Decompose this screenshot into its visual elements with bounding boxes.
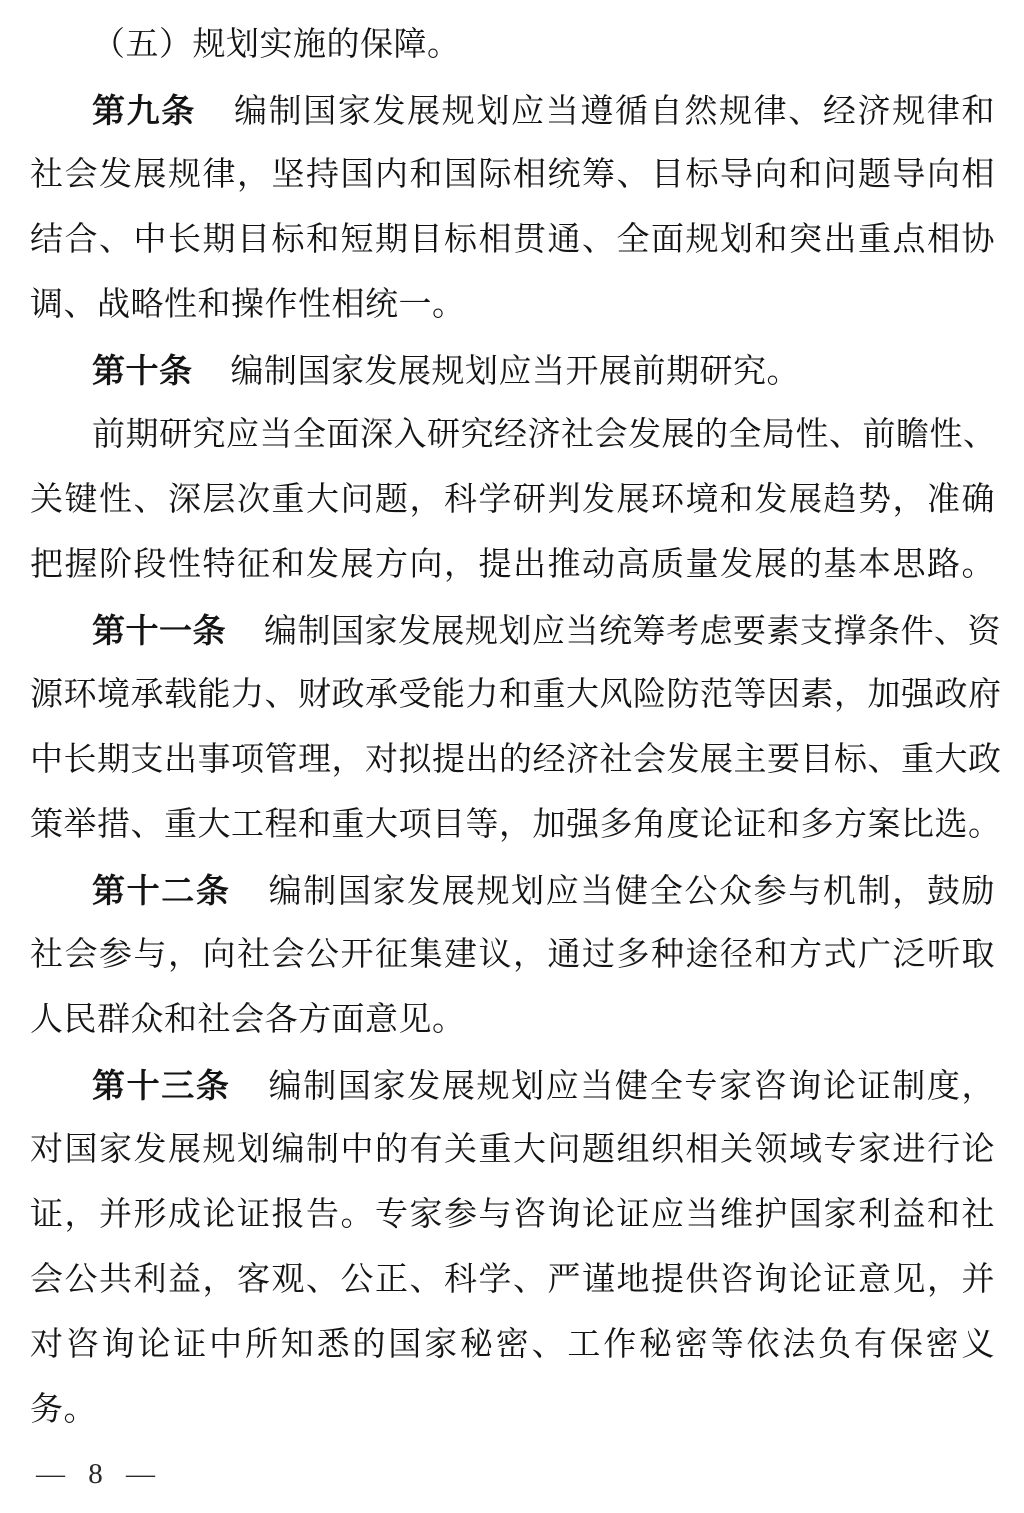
page-number: — 8 — [36,1458,156,1490]
text-line: （五）规划实施的保障。 [92,27,461,63]
text-line: 证，并形成论证报告。专家参与咨询论证应当维护国家利益和社 [30,1197,995,1233]
article-number: 第十二条 [92,872,231,909]
text-line: 中长期支出事项管理，对拟提出的经济社会发展主要目标、重大政 [30,742,1002,778]
line-text: 编制国家发展规划应当统筹考虑要素支撑条件、资 [264,614,1001,650]
text-line: 结合、中长期目标和短期目标相贯通、全面规划和突出重点相协 [30,222,995,258]
line-text: 编制国家发展规划应当健全专家咨询论证制度， [268,1069,996,1105]
text-line: 前期研究应当全面深入研究经济社会发展的全局性、前瞻性、 [92,417,997,453]
text-line: 人民群众和社会各方面意见。 [30,1002,466,1038]
text-line [30,338,995,403]
article-number: 第十条 [92,352,193,389]
line-text: 编制国家发展规划应当开展前期研究。 [230,354,800,390]
text-line: 社会参与，向社会公开征集建议，通过多种途径和方式广泛听取 [30,937,995,973]
text-line: 对咨询论证中所知悉的国家秘密、工作秘密等依法负有保密义 [30,1327,995,1363]
text-line [30,78,995,143]
text-line: 调、战略性和操作性相统一。 [30,287,466,323]
text-line: 关键性、深层次重大问题，科学研判发展环境和发展趋势，准确 [30,482,995,518]
text-line: 源环境承载能力、财政承受能力和重大风险防范等因素，加强政府 [30,677,1002,713]
article-number: 第十一条 [92,612,226,649]
text-line: 会公共利益，客观、公正、科学、严谨地提供咨询论证意见，并 [30,1262,995,1298]
article-number: 第九条 [92,92,196,129]
article-number: 第十三条 [92,1067,231,1104]
text-line [30,1053,995,1118]
text-line: 策举措、重大工程和重大项目等，加强多角度论证和多方案比选。 [30,807,1002,843]
line-text: 编制国家发展规划应当健全公众参与机制，鼓励 [268,874,996,910]
text-line [30,598,1001,663]
line-text: 编制国家发展规划应当遵循自然规律、经济规律和 [233,94,995,130]
text-line: 对国家发展规划编制中的有关重大问题组织相关领域专家进行论 [30,1132,995,1168]
text-line: 社会发展规律，坚持国内和国际相统筹、目标导向和问题导向相 [30,157,995,193]
text-line: 把握阶段性特征和发展方向，提出推动高质量发展的基本思路。 [30,547,995,583]
text-line: 务。 [30,1392,97,1428]
text-line [30,858,995,923]
